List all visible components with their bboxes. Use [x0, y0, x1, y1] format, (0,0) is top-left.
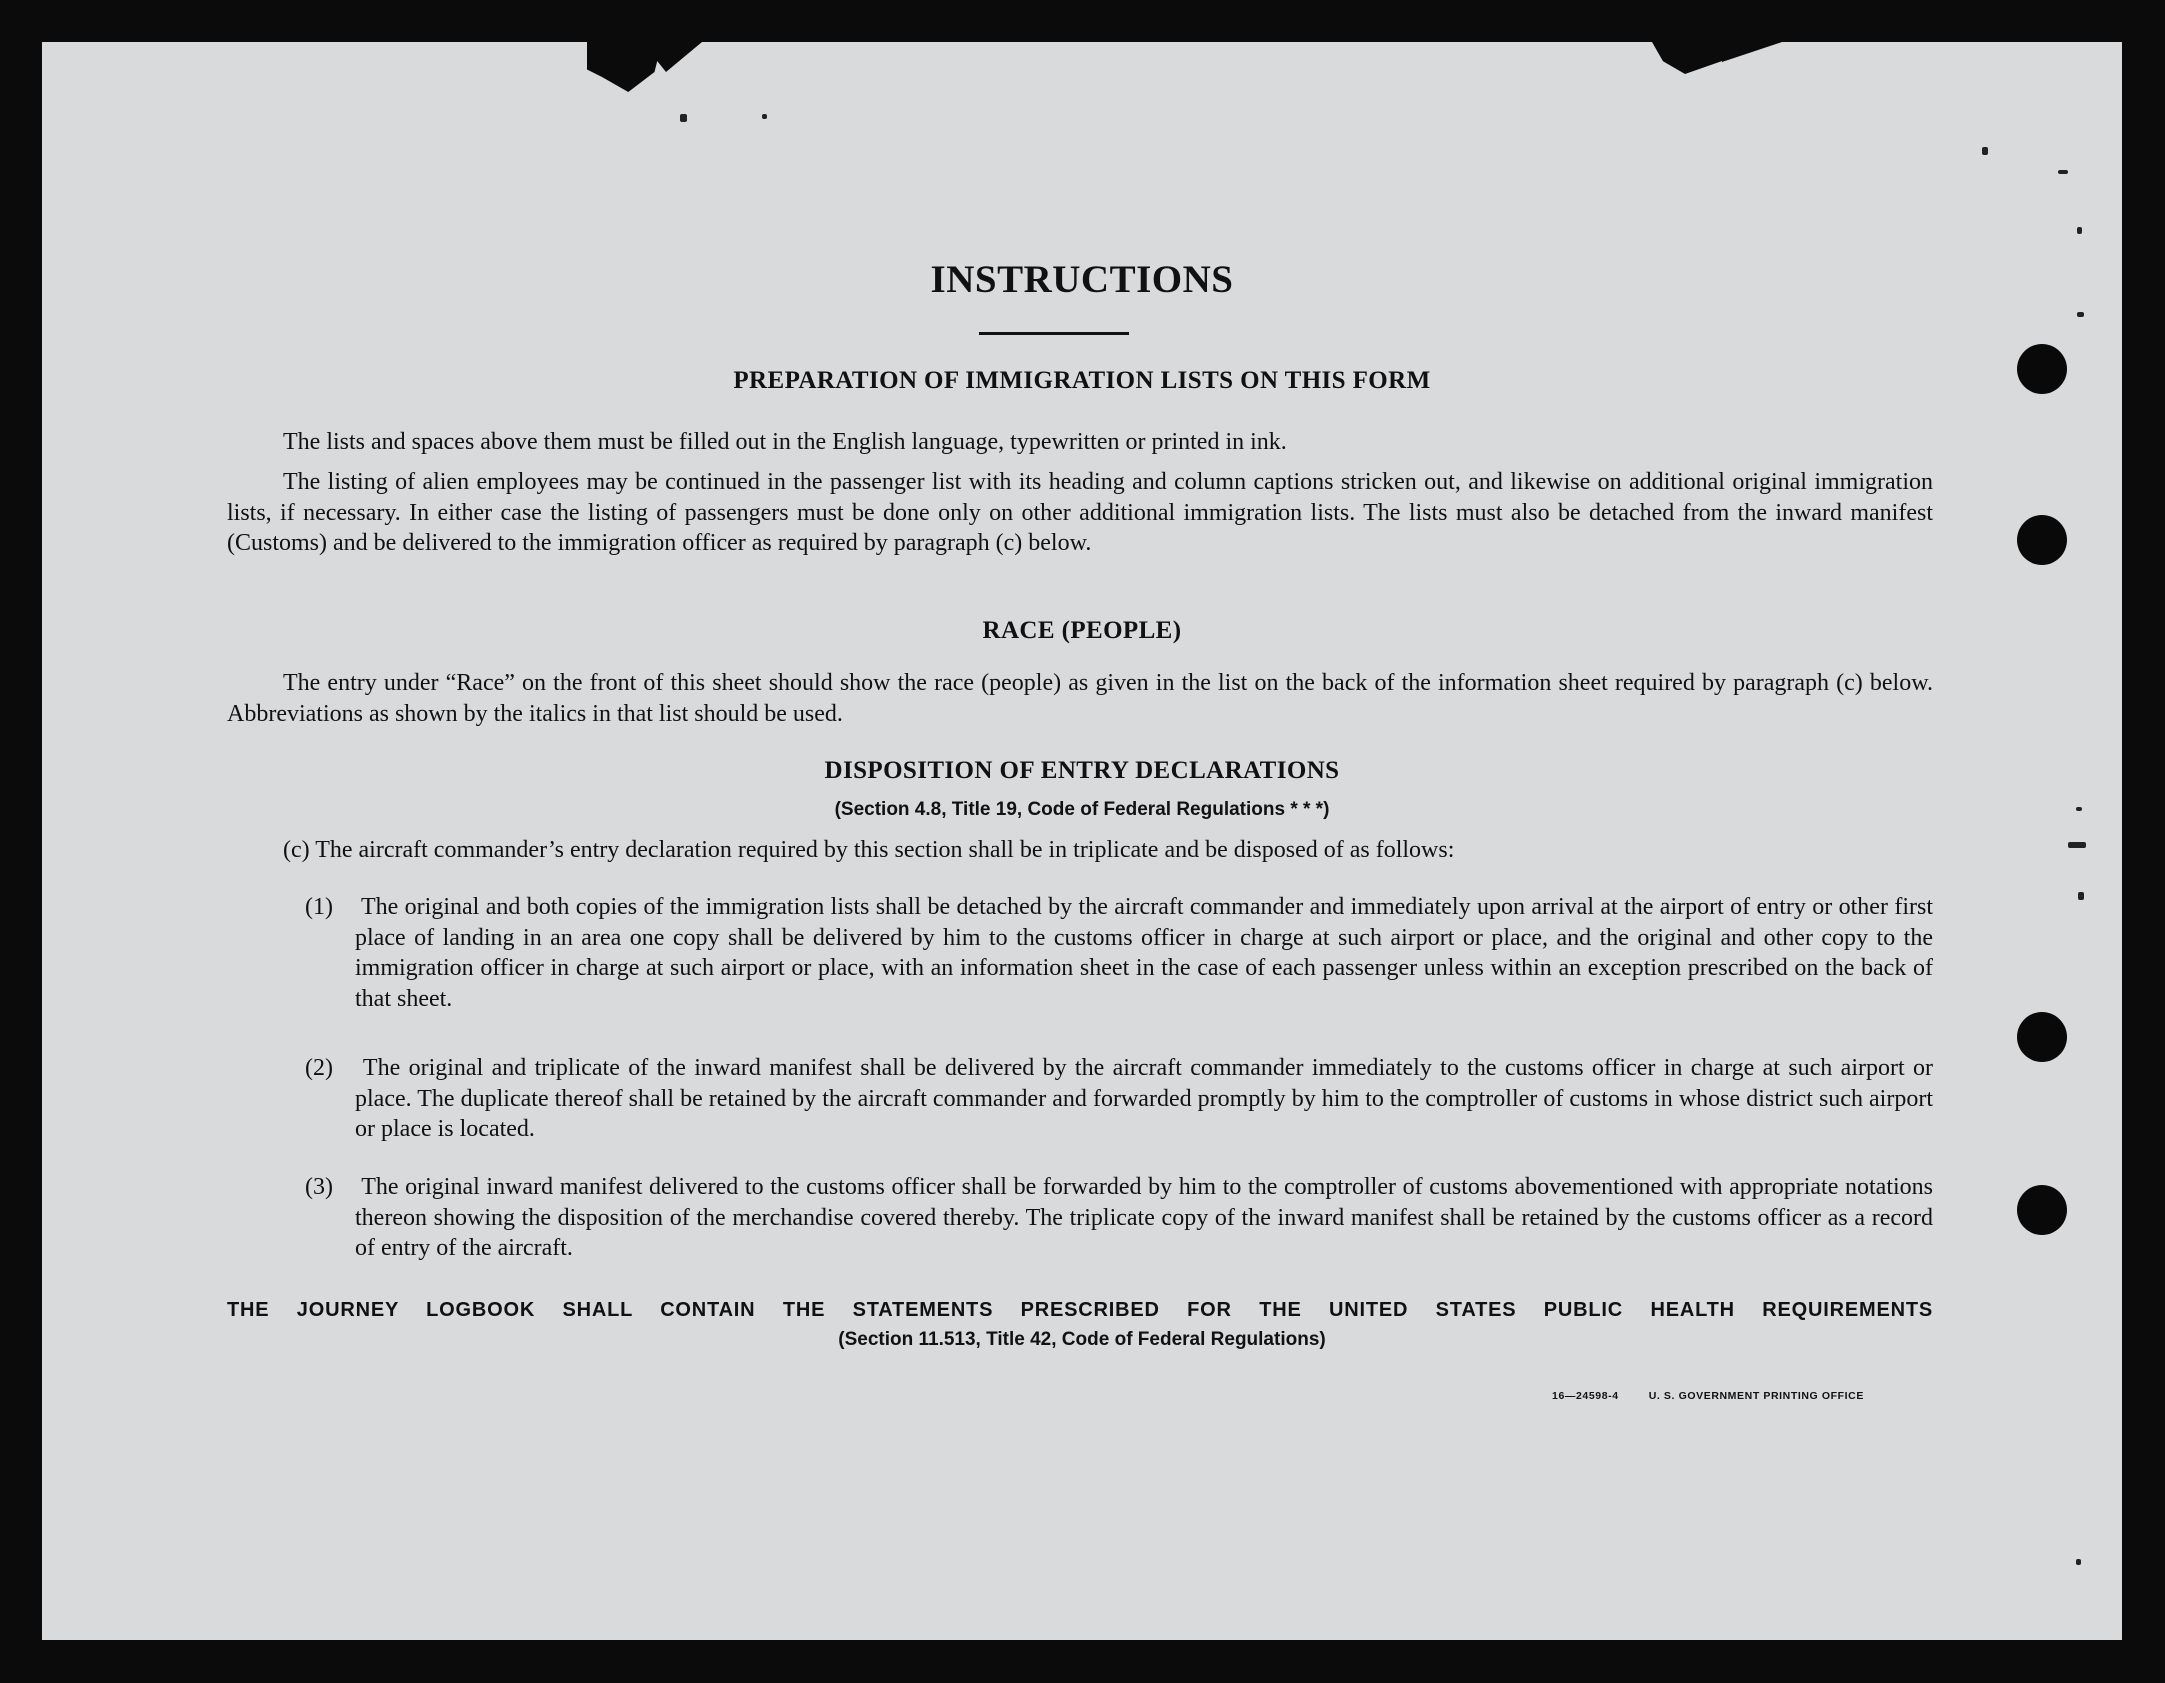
list-item: [305, 892, 1934, 1014]
printer-imprint: [1552, 1390, 1952, 1402]
paragraph-text: (c) The aircraft commander’s entry declaration required by this section shall be in triplicate and be disposed of as follows:: [283, 837, 1455, 863]
document-content: [42, 42, 2122, 1640]
section-heading-preparation: PREPARATION OF IMMIGRATION LISTS ON THIS FORM: [733, 367, 1431, 394]
paragraph-preparation-1: [227, 427, 1933, 458]
paragraph-preparation-2: [227, 467, 1933, 559]
list-item: [305, 1053, 1933, 1145]
disposition-citation: (Section 4.8, Title 19, Code of Federal Regulations * * *): [834, 799, 1330, 820]
list-item-number: (1): [305, 894, 333, 920]
paragraph-text: The lists and spaces above them must be filled out in the English language, typewritten or printed in ink.: [283, 429, 1287, 455]
paragraph-text: The entry under “Race” on the front of this sheet should show the race (people) as given in the list on the back of the information sheet required by paragraph (c) below. Abbreviations as shown by the italics in that list should be used.: [227, 670, 1933, 727]
list-item-number: (3): [305, 1174, 333, 1200]
section-heading-disposition: DISPOSITION OF ENTRY DECLARATIONS: [824, 757, 1340, 784]
list-item-text: The original inward manifest delivered to the customs officer shall be forwarded by him to the comptroller of customs abovementioned with appropriate notations thereon showing the disposition of the merchandise covered thereby. The triplicate copy of the inward manifest shall be retained by the customs officer as a record of entry of the aircraft.: [355, 1174, 1933, 1261]
title-underline: [979, 332, 1129, 335]
form-number: 16—24598-4: [1552, 1390, 1619, 1402]
paragraph-race: [227, 668, 1933, 729]
list-item-text: The original and both copies of the immigration lists shall be detached by the aircraft commander and immediately upon arrival at the airport of entry or other first place of landing in an area one copy shall be delivered by him to the customs officer in charge at such airport or place, and the original and other copy to the immigration officer in charge at such airport or place, with an information sheet in the case of each passenger unless within an exception prescribed on the back of that sheet.: [355, 894, 1934, 1012]
logbook-statement: THE JOURNEY LOGBOOK SHALL CONTAIN THE STATEMENTS PRESCRIBED FOR THE UNITED STATES PUBLIC HEALTH REQUIREMENTS: [227, 1299, 1933, 1321]
list-item: [305, 1172, 1933, 1264]
logbook-citation: (Section 11.513, Title 42, Code of Federal Regulations): [838, 1329, 1326, 1350]
page-title: INSTRUCTIONS: [930, 258, 1234, 301]
list-item-text: The original and triplicate of the inward manifest shall be delivered by the aircraft commander immediately to the customs officer in charge at such airport or place. The duplicate thereof shall be retained by the aircraft commander and forwarded promptly by him to the comptroller of customs in whose district such airport or place is located.: [355, 1055, 1933, 1142]
printer-name: U. S. GOVERNMENT PRINTING OFFICE: [1648, 1390, 1864, 1402]
paragraph-disposition-intro: [227, 835, 1933, 866]
section-heading-race: RACE (PEOPLE): [982, 617, 1182, 644]
paragraph-text: The listing of alien employees may be continued in the passenger list with its heading and column captions stricken out, and likewise on additional original immigration lists, if necessary. In either case the listing of passengers must be done only on other additional immigration lists. The lists must also be detached from the inward manifest (Customs) and be delivered to the immigration officer as required by paragraph (c) below.: [227, 469, 1933, 556]
list-item-number: (2): [305, 1055, 333, 1081]
